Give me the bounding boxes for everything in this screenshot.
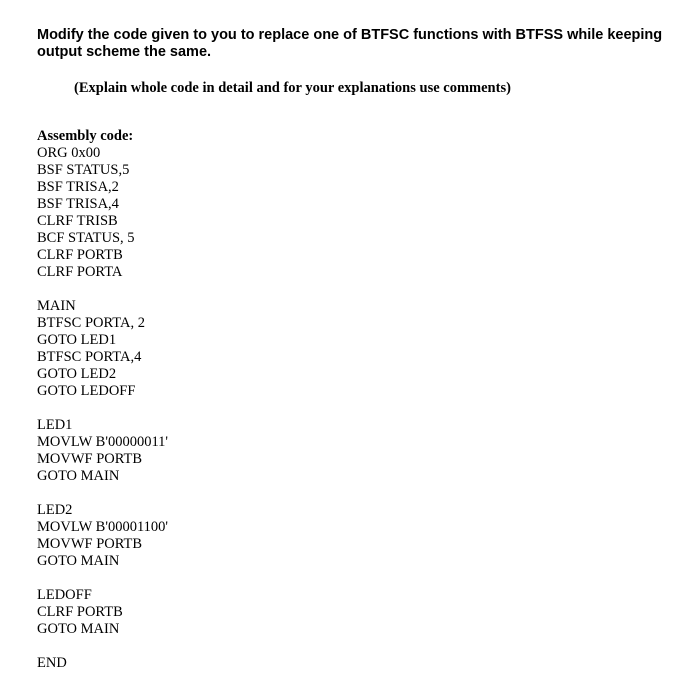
code-blank-line — [37, 400, 168, 417]
code-line: BSF TRISA,4 — [37, 196, 119, 212]
code-line: MOVWF PORTB — [37, 536, 143, 552]
assembly-code-block — [37, 145, 168, 672]
code-line: BTFSC PORTA, 2 — [37, 315, 145, 331]
code-blank-line — [37, 570, 168, 587]
code-blank-line — [37, 485, 168, 502]
code-line: GOTO MAIN — [37, 621, 120, 637]
code-line: CLRF PORTB — [37, 247, 123, 263]
code-blank-line — [37, 638, 168, 655]
code-label: LED1 — [37, 417, 73, 433]
code-line: GOTO LED1 — [37, 332, 117, 348]
code-label: LED2 — [37, 502, 73, 518]
code-line: MOVWF PORTB — [37, 451, 143, 467]
code-blank-line — [37, 281, 168, 298]
code-line: MOVLW B'00000011' — [37, 434, 169, 450]
code-line: GOTO MAIN — [37, 468, 120, 484]
code-line: END — [37, 655, 67, 671]
code-line: GOTO MAIN — [37, 553, 120, 569]
question-text: Modify the code given to you to replace one of BTFSC functions with BTFSS while keeping output scheme the same. — [37, 27, 663, 60]
code-line: MOVLW B'00001100' — [37, 519, 169, 535]
code-line: BCF STATUS, 5 — [37, 230, 135, 246]
code-line: ORG 0x00 — [37, 145, 101, 161]
code-line: CLRF PORTA — [37, 264, 123, 280]
code-line: BTFSC PORTA,4 — [37, 349, 142, 365]
code-line: CLRF TRISB — [37, 213, 118, 229]
code-label: LEDOFF — [37, 587, 92, 603]
code-heading: Assembly code: — [37, 128, 134, 144]
code-line: BSF STATUS,5 — [37, 162, 130, 178]
code-line: GOTO LEDOFF — [37, 383, 136, 399]
code-line: BSF TRISA,2 — [37, 179, 119, 195]
code-label: MAIN — [37, 298, 76, 314]
code-line: GOTO LED2 — [37, 366, 117, 382]
instruction-text: (Explain whole code in detail and for your explanations use comments) — [74, 80, 511, 96]
code-line: CLRF PORTB — [37, 604, 123, 620]
